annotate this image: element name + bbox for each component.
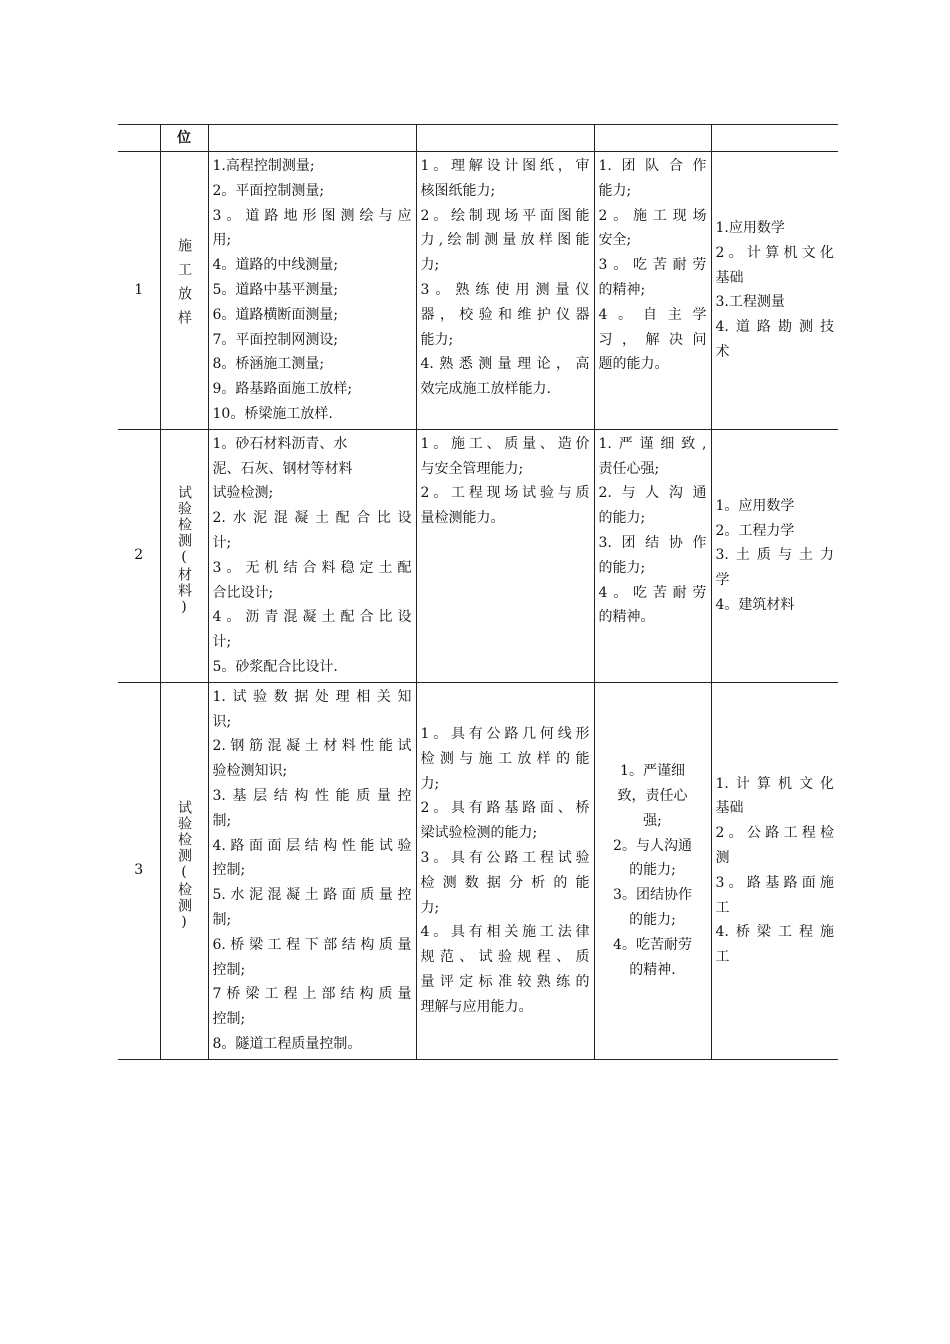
tasks-cell — [208, 429, 416, 682]
ability-line: 3。熟练使用测量仪 — [420, 281, 590, 298]
course-line: 工 — [715, 899, 730, 916]
ability-line: 量评定标准较熟练的 — [420, 973, 590, 990]
task-line: 10。桥梁施工放样. — [212, 405, 333, 422]
ability-line: 核图纸能力; — [420, 182, 496, 199]
header-qualities-cell — [594, 125, 711, 152]
course-line: 4。建筑材料 — [715, 596, 795, 613]
header-num-cell — [118, 125, 160, 152]
ability-line: 量检测能力。 — [420, 510, 505, 527]
task-line: 用; — [212, 232, 232, 249]
tasks-cell — [208, 152, 416, 430]
course-line: 基础 — [715, 800, 744, 817]
quality-line: 4。自主学 — [598, 306, 707, 323]
header-tasks-cell — [208, 125, 416, 152]
quality-line: 的能力; — [629, 862, 676, 879]
course-line: 1.应用数学 — [715, 219, 785, 236]
quality-line: 2。施工现场 — [598, 207, 707, 224]
ability-line: 规范、试验规程、质 — [420, 949, 590, 966]
course-line: 1。应用数学 — [715, 497, 795, 514]
quality-line: 3.团结协作 — [598, 534, 707, 551]
qualities-cell — [594, 682, 711, 1059]
row-number: 3 — [118, 682, 160, 1059]
courses-cell — [711, 682, 838, 1059]
quality-line: 强; — [643, 812, 662, 829]
task-line: 泥、石灰、钢材等材料 — [212, 460, 353, 477]
post-name-cell — [160, 429, 208, 682]
quality-line: 的能力; — [598, 559, 646, 576]
ability-line: 2。工程现场试验与质 — [420, 485, 590, 502]
ability-line: 力,绘制测量放样图能 — [420, 232, 590, 249]
quality-line: 2。与人沟通 — [613, 837, 692, 854]
task-line: 3。无机结合料稳定土配 — [212, 559, 412, 576]
row-number: 2 — [118, 429, 160, 682]
ability-line: 力; — [420, 899, 440, 916]
quality-line: 习，解决问 — [598, 331, 707, 348]
qualities-cell — [594, 429, 711, 682]
quality-line: 能力; — [598, 182, 632, 199]
task-line: 2。平面控制测量; — [212, 182, 325, 199]
quality-line: 1.团队合作 — [598, 158, 707, 174]
task-line: 8。桥涵施工测量; — [212, 356, 325, 373]
table-row — [118, 152, 838, 430]
ability-line: 1。施工、质量、造价 — [420, 435, 590, 452]
task-line: 9。路基路面施工放样; — [212, 381, 353, 398]
table-row — [118, 429, 838, 682]
quality-line: 的能力; — [629, 911, 676, 928]
quality-line: 2.与人沟通 — [598, 485, 707, 502]
quality-line: 3。吃苦耐劳 — [598, 257, 707, 274]
abilities-cell — [416, 152, 594, 430]
qualities-cell — [594, 152, 711, 430]
task-line: 7。平面控制网测设; — [212, 331, 339, 348]
course-line: 2。计算机文化 — [715, 244, 834, 261]
quality-line: 1。严谨细 — [620, 763, 685, 780]
task-line: 5。砂浆配合比设计. — [212, 658, 338, 675]
quality-line: 的精神. — [629, 961, 676, 978]
task-line: 7桥梁工程上部结构质量 — [212, 986, 412, 1003]
post-name-cell — [160, 682, 208, 1059]
post-name: 施工放样 — [176, 237, 192, 334]
task-line: 3.基层结构性能质量控 — [212, 787, 412, 804]
quality-line: 4。吃苦耐劳 — [598, 584, 707, 601]
ability-line: 器，校验和维护仪器 — [420, 306, 590, 323]
post-name-cell — [160, 152, 208, 430]
task-line: 1。砂石材料沥青、水 — [212, 435, 348, 452]
quality-line: 3。团结协作 — [613, 887, 692, 904]
header-position-cell: 位 — [160, 125, 208, 152]
ability-line: 检测与施工放样的能 — [420, 750, 590, 767]
course-line: 基础 — [715, 269, 744, 286]
quality-line: 1.严谨细致, — [598, 435, 707, 452]
quality-line: 责任心强; — [598, 460, 660, 477]
row-number: 1 — [118, 152, 160, 430]
curriculum-table — [118, 124, 838, 1060]
task-line: 5。道路中基平测量; — [212, 281, 339, 298]
task-line: 6.桥梁工程下部结构质量 — [212, 936, 412, 953]
ability-line: 4.熟悉测量理论，高 — [420, 356, 590, 373]
ability-line: 2。具有路基路面、桥 — [420, 800, 590, 817]
course-line: 3.工程测量 — [715, 294, 785, 311]
courses-cell — [711, 429, 838, 682]
course-line: 4.桥梁工程施 — [715, 924, 834, 941]
task-line: 2.钢筋混凝土材料性能试 — [212, 738, 412, 755]
task-line: 1.高程控制测量; — [212, 158, 315, 174]
course-line: 2。工程力学 — [715, 522, 795, 539]
ability-line: 力; — [420, 775, 440, 792]
course-line: 术 — [715, 343, 730, 360]
ability-line: 梁试验检测的能力; — [420, 825, 538, 842]
task-line: 控制; — [212, 961, 246, 978]
ability-line: 1。理解设计图纸，审 — [420, 158, 590, 174]
task-line: 5.水泥混凝土路面质量控 — [212, 887, 412, 904]
quality-line: 4。吃苦耐劳 — [613, 936, 692, 953]
ability-line: 与安全管理能力; — [420, 460, 524, 477]
ability-line: 4。具有相关施工法律 — [420, 924, 590, 941]
task-line: 4。沥青混凝土配合比设 — [212, 609, 412, 626]
task-line: 4。道路的中线测量; — [212, 257, 339, 274]
task-line: 试验检测; — [212, 485, 274, 502]
task-line: 合比设计; — [212, 584, 274, 601]
ability-line: 力; — [420, 257, 440, 274]
header-courses-cell — [711, 125, 838, 152]
task-line: 控制; — [212, 862, 246, 879]
course-line: 工 — [715, 949, 730, 966]
post-name: 试验检测(检测) — [176, 800, 192, 933]
task-line: 1.试验数据处理相关知 — [212, 688, 412, 705]
ability-line: 2。绘制现场平面图能 — [420, 207, 590, 224]
course-line: 学 — [715, 572, 730, 589]
quality-line: 安全; — [598, 232, 632, 249]
post-name: 试验检测(材料) — [176, 485, 192, 618]
task-line: 识; — [212, 713, 232, 730]
course-line: 3.土质与土力 — [715, 547, 834, 564]
task-line: 2.水泥混凝土配合比设 — [212, 510, 412, 527]
ability-line: 理解与应用能力。 — [420, 998, 533, 1015]
task-line: 6。道路横断面测量; — [212, 306, 339, 323]
course-line: 2。公路工程检 — [715, 825, 834, 842]
course-line: 4.道路勘测技 — [715, 319, 834, 336]
header-abilities-cell — [416, 125, 594, 152]
task-line: 验检测知识; — [212, 763, 288, 780]
task-line: 制; — [212, 911, 232, 928]
quality-line: 的能力; — [598, 510, 646, 527]
task-line: 4.路面面层结构性能试验 — [212, 837, 412, 854]
quality-line: 的精神; — [598, 281, 646, 298]
ability-line: 3。具有公路工程试验 — [420, 849, 590, 866]
task-line: 控制; — [212, 1011, 246, 1028]
task-line: 计; — [212, 634, 232, 651]
courses-cell — [711, 152, 838, 430]
course-line: 测 — [715, 849, 730, 866]
tasks-cell — [208, 682, 416, 1059]
quality-line: 致，责任心 — [617, 787, 688, 804]
quality-line: 的精神。 — [598, 609, 655, 626]
abilities-cell — [416, 429, 594, 682]
ability-line: 效完成施工放样能力. — [420, 381, 551, 398]
course-line: 1.计算机文化 — [715, 775, 834, 792]
task-line: 计; — [212, 534, 232, 551]
ability-line: 检测数据分析的能 — [420, 874, 590, 891]
header-row — [118, 125, 838, 152]
quality-line: 题的能力。 — [598, 356, 669, 373]
task-line: 制; — [212, 812, 232, 829]
table-row — [118, 682, 838, 1059]
ability-line: 1。具有公路几何线形 — [420, 725, 590, 742]
task-line: 3。道路地形图测绘与应 — [212, 207, 412, 224]
ability-line: 能力; — [420, 331, 454, 348]
abilities-cell — [416, 682, 594, 1059]
course-line: 3。路基路面施 — [715, 874, 834, 891]
task-line: 8。隧道工程质量控制。 — [212, 1035, 362, 1052]
